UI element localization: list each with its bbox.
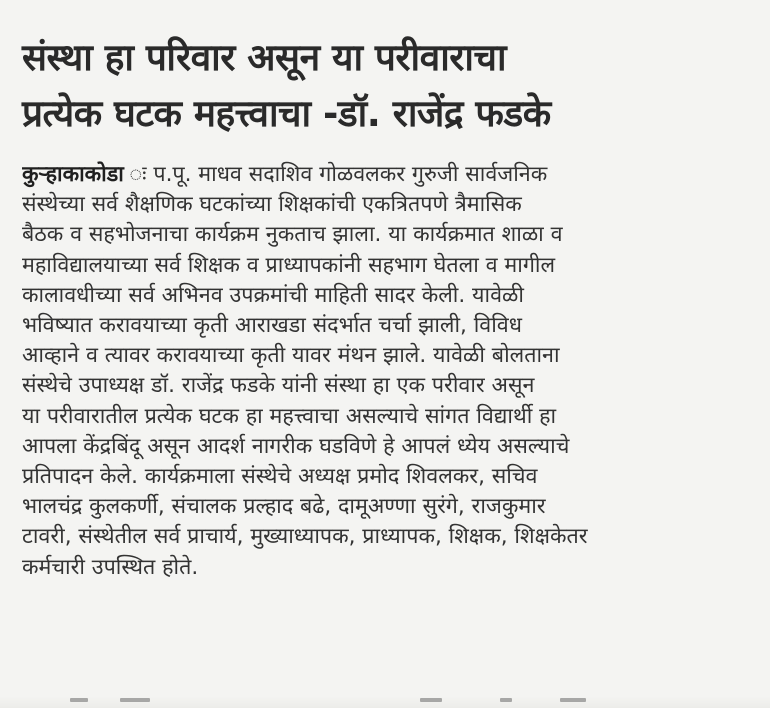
article-line-3: बैठक व सहभोजनाचा कार्यक्रम नुकताच झाला. या कार्यक्रमात शाळा व — [22, 222, 563, 248]
article-line-9: या परीवारातील प्रत्येक घटक हा महत्त्वाचा असल्याचे सांगत विद्यार्थी हा — [22, 403, 557, 429]
article-body — [22, 160, 767, 583]
article-line-13: टावरी, संस्थेतील सर्व प्राचार्य, मुख्याध्यापक, प्राध्यापक, शिक्षक, शिक्षकेतर — [22, 524, 588, 550]
article-line-4: महाविद्यालयाच्या सर्व शिक्षक व प्राध्यापकांनी सहभाग घेतला व मागील — [22, 252, 556, 278]
cropped-text-fragment — [120, 698, 150, 702]
article-line-8: संस्थेचे उपाध्यक्ष डॉ. राजेंद्र फडके यांनी संस्था हा एक परीवार असून — [22, 373, 535, 399]
first-line-text: प.पू. माधव सदाशिव गोळवलकर गुरुजी सार्वजनिक — [153, 162, 548, 187]
cropped-text-fragment — [70, 698, 88, 702]
headline-line-1: संस्था हा परिवार असून या परीवाराचा — [22, 36, 507, 79]
article-line-7: आव्हाने व त्यावर करावयाच्या कृती यावर मंथन झाले. यावेळी बोलताना — [22, 343, 560, 369]
article-line-14: कर्मचारी उपस्थित होते. — [22, 554, 199, 580]
cropped-text-fragment — [500, 698, 512, 702]
article-line-10: आपला केंद्रबिंदू असून आदर्श नागरीक घडविणे हे आपलं ध्येय असल्याचे — [22, 433, 570, 459]
article-line-11: प्रतिपादन केले. कार्यक्रमाला संस्थेचे अध्यक्ष प्रमोद शिवलकर, सचिव — [22, 464, 538, 490]
dateline-separator: ः — [123, 162, 154, 187]
article-line-1 — [22, 160, 767, 190]
article-line-5: कालावधीच्या सर्व अभिनव उपक्रमांची माहिती सादर केली. यावेळी — [22, 282, 524, 308]
article-line-6: भविष्यात करावयाच्या कृती आराखडा संदर्भात चर्चा झाली, विविध — [22, 313, 522, 339]
article-line-12: भालचंद्र कुलकर्णी, संचालक प्रल्हाद बढे, दामूअण्णा सुरंगे, राजकुमार — [22, 494, 546, 520]
headline-line-2: प्रत्येक घटक महत्त्वाचा -डॉ. राजेंद्र फडके — [22, 92, 551, 135]
cropped-text-fragment — [420, 698, 442, 702]
cropped-next-article-strip — [0, 696, 770, 708]
article-headline — [22, 30, 762, 142]
dateline: कुऱ्हाकाकोडा — [22, 162, 124, 187]
cropped-text-fragment — [560, 698, 586, 702]
article-line-2: संस्थेच्या सर्व शैक्षणिक घटकांच्या शिक्षकांची एकत्रितपणे त्रैमासिक — [22, 192, 522, 218]
